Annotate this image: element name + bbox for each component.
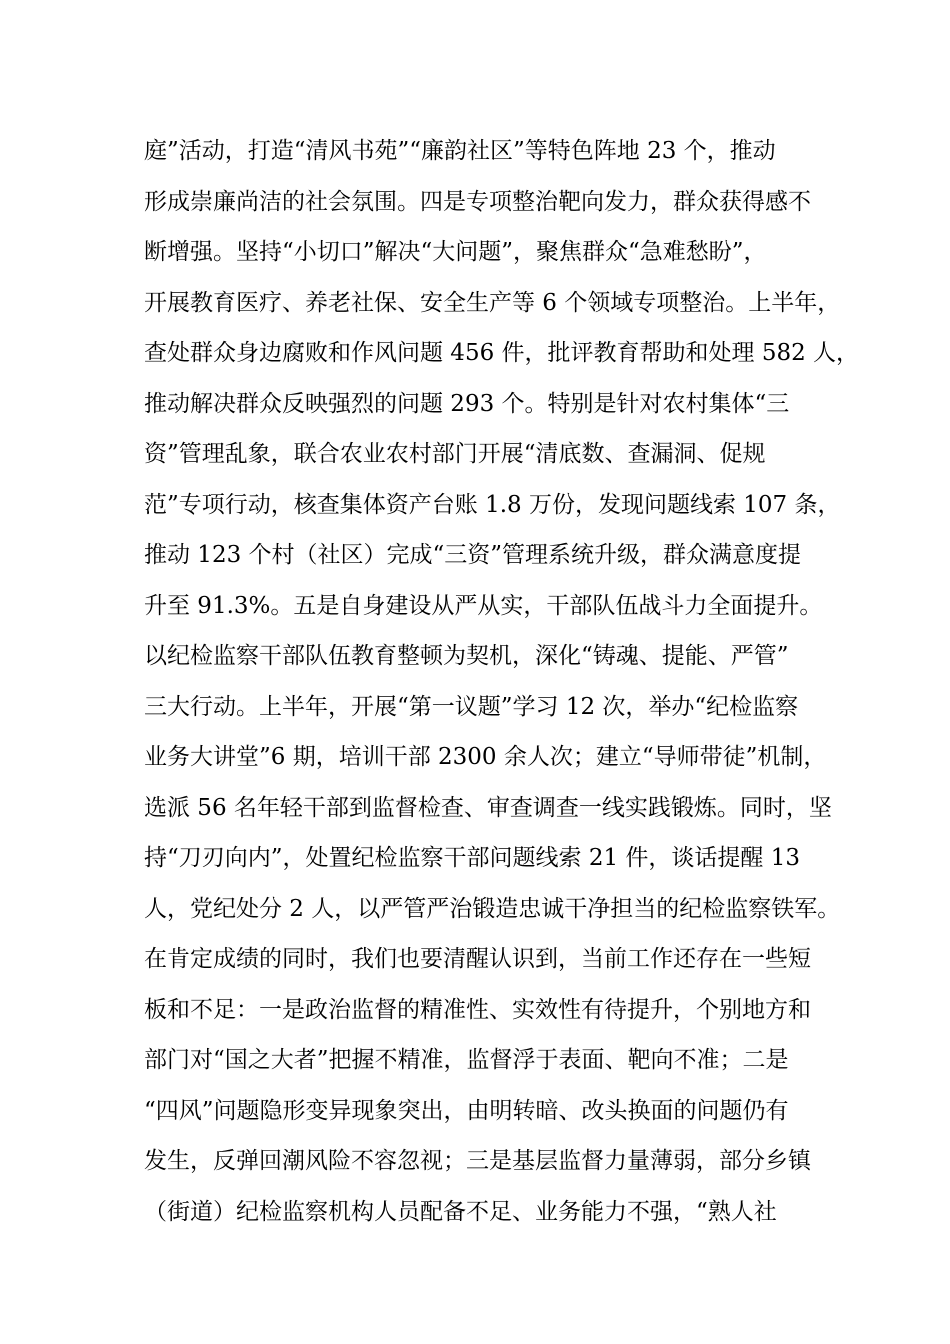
text-line: 选派 56 名年轻干部到监督检查、审查调查一线实践锻炼。同时，坚 (144, 794, 832, 821)
text-line: 升至 91.3%。五是自身建设从严从实，干部队伍战斗力全面提升。 (144, 592, 823, 619)
text-line: 在肯定成绩的同时，我们也要清醒认识到，当前工作还存在一些短 (144, 946, 811, 972)
text-line: 推动解决群众反映强烈的问题 293 个。特别是针对农村集体“三 (144, 390, 790, 417)
text-line: 以纪检监察干部队伍教育整顿为契机，深化“铸魂、提能、严管” (144, 643, 789, 669)
text-line: （街道）纪检监察机构人员配备不足、业务能力不强，“熟人社 (144, 1198, 777, 1225)
text-line: “四风”问题隐形变异现象突出，由明转暗、改头换面的问题仍有 (144, 1097, 789, 1124)
text-line: 资”管理乱象，联合农业农村部门开展“清底数、查漏洞、促规 (144, 441, 766, 467)
text-line: 形成崇廉尚洁的社会氛围。四是专项整治靶向发力，群众获得感不 (144, 188, 811, 215)
text-line: 查处群众身边腐败和作风问题 456 件，批评教育帮助和处理 582 人， (144, 340, 860, 366)
text-line: 三大行动。上半年，开展“第一议题”学习 12 次，举办“纪检监察 (144, 693, 799, 720)
text-line: 板和不足：一是政治监督的精准性、实效性有待提升，个别地方和 (144, 996, 811, 1023)
body-text (144, 126, 860, 1237)
text-line: 范”专项行动，核查集体资产台账 1.8 万份，发现问题线索 107 条， (144, 491, 841, 518)
text-line: 推动 123 个村（社区）完成“三资”管理系统升级，群众满意度提 (144, 542, 802, 568)
text-line: 持“刀刃向内”，处置纪检监察干部问题线索 21 件，谈话提醒 13 (144, 845, 800, 871)
text-line: 断增强。坚持“小切口”解决“大问题”，聚焦群众“急难愁盼”， (144, 239, 767, 265)
text-line: 业务大讲堂”6 期，培训干部 2300 余人次；建立“导师带徒”机制， (144, 744, 827, 770)
text-line: 开展教育医疗、养老社保、安全生产等 6 个领域专项整治。上半年， (144, 289, 841, 316)
text-line: 部门对“国之大者”把握不精准，监督浮于表面、靶向不准；二是 (144, 1047, 789, 1073)
text-line: 人，党纪处分 2 人，以严管严治锻造忠诚干净担当的纪检监察铁军。 (144, 895, 841, 922)
text-line: 发生，反弹回潮风险不容忽视；三是基层监督力量薄弱，部分乡镇 (144, 1148, 811, 1174)
text-line: 庭”活动，打造“清风书苑”“廉韵社区”等特色阵地 23 个，推动 (144, 138, 776, 164)
